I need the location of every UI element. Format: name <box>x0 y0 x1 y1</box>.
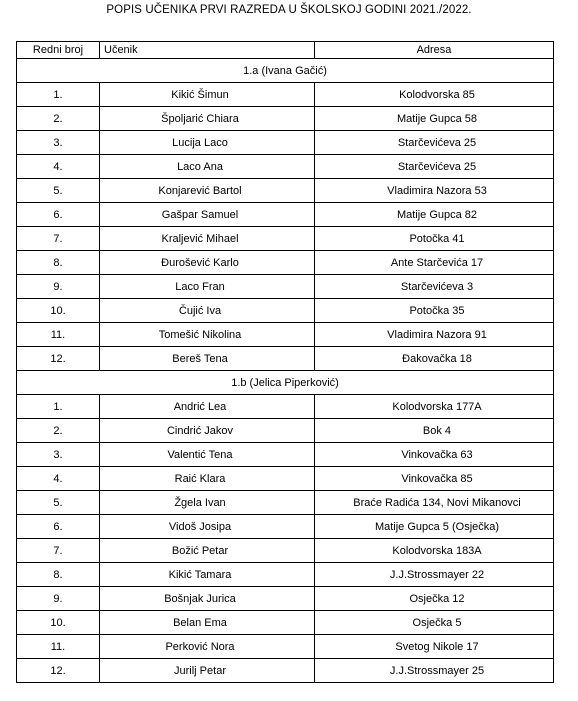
table-row <box>17 563 554 587</box>
table-row <box>17 299 554 323</box>
student-name-cell: Čujić Iva <box>100 299 315 323</box>
column-header-address: Adresa <box>315 42 554 59</box>
class-group-label: 1.b (Jelica Piperković) <box>17 371 554 395</box>
student-name-cell: Bereš Tena <box>100 347 315 371</box>
student-name-cell: Laco Fran <box>100 275 315 299</box>
student-name-cell: Belan Ema <box>100 611 315 635</box>
address-cell: Matije Gupca 5 (Osječka) <box>315 515 554 539</box>
table-row <box>17 395 554 419</box>
student-table <box>16 41 554 683</box>
student-name-cell: Jurilj Petar <box>100 659 315 683</box>
address-cell: Potočka 41 <box>315 227 554 251</box>
student-name-cell: Valentić Tena <box>100 443 315 467</box>
row-number-cell: 9. <box>17 587 100 611</box>
class-group-label: 1.a (Ivana Gačić) <box>17 59 554 83</box>
table-row <box>17 107 554 131</box>
table-row <box>17 251 554 275</box>
table-row <box>17 131 554 155</box>
table-row <box>17 611 554 635</box>
document-title: POPIS UČENIKA PRVI RAZREDA U ŠKOLSKOJ GODINI 2021./2022. <box>106 4 472 16</box>
address-cell: Vinkovačka 85 <box>315 467 554 491</box>
address-cell: Potočka 35 <box>315 299 554 323</box>
table-row <box>17 491 554 515</box>
student-name-cell: Lucija Laco <box>100 131 315 155</box>
row-number-cell: 5. <box>17 491 100 515</box>
student-name-cell: Gašpar Samuel <box>100 203 315 227</box>
row-number-cell: 2. <box>17 419 100 443</box>
row-number-cell: 7. <box>17 227 100 251</box>
row-number-cell: 3. <box>17 443 100 467</box>
column-header-number: Redni broj <box>17 42 100 59</box>
address-cell: Vladimira Nazora 91 <box>315 323 554 347</box>
table-row <box>17 203 554 227</box>
address-cell: Đakovačka 18 <box>315 347 554 371</box>
table-row <box>17 155 554 179</box>
row-number-cell: 7. <box>17 539 100 563</box>
table-row <box>17 515 554 539</box>
class-group-header <box>17 59 554 83</box>
address-cell: Starčevićeva 25 <box>315 131 554 155</box>
student-name-cell: Cindrić Jakov <box>100 419 315 443</box>
student-name-cell: Andrić Lea <box>100 395 315 419</box>
student-name-cell: Žgela Ivan <box>100 491 315 515</box>
row-number-cell: 12. <box>17 347 100 371</box>
row-number-cell: 4. <box>17 155 100 179</box>
class-group-header <box>17 371 554 395</box>
address-cell: Starčevićeva 25 <box>315 155 554 179</box>
table-row <box>17 83 554 107</box>
address-cell: Svetog Nikole 17 <box>315 635 554 659</box>
address-cell: Osječka 12 <box>315 587 554 611</box>
address-cell: Kolodvorska 177A <box>315 395 554 419</box>
student-name-cell: Kraljević Mihael <box>100 227 315 251</box>
row-number-cell: 10. <box>17 611 100 635</box>
row-number-cell: 11. <box>17 635 100 659</box>
student-name-cell: Perković Nora <box>100 635 315 659</box>
row-number-cell: 8. <box>17 563 100 587</box>
address-cell: Vladimira Nazora 53 <box>315 179 554 203</box>
table-row <box>17 323 554 347</box>
table-row <box>17 635 554 659</box>
student-name-cell: Tomešić Nikolina <box>100 323 315 347</box>
address-cell: Matije Gupca 82 <box>315 203 554 227</box>
row-number-cell: 2. <box>17 107 100 131</box>
table-row <box>17 347 554 371</box>
address-cell: Starčevićeva 3 <box>315 275 554 299</box>
table-row <box>17 659 554 683</box>
address-cell: Bok 4 <box>315 419 554 443</box>
row-number-cell: 6. <box>17 203 100 227</box>
student-name-cell: Laco Ana <box>100 155 315 179</box>
row-number-cell: 1. <box>17 395 100 419</box>
row-number-cell: 1. <box>17 83 100 107</box>
row-number-cell: 10. <box>17 299 100 323</box>
table-row <box>17 419 554 443</box>
row-number-cell: 11. <box>17 323 100 347</box>
column-header-student: Učenik <box>100 42 315 59</box>
address-cell: Kolodvorska 85 <box>315 83 554 107</box>
row-number-cell: 5. <box>17 179 100 203</box>
address-cell: Osječka 5 <box>315 611 554 635</box>
address-cell: Vinkovačka 63 <box>315 443 554 467</box>
table-row <box>17 539 554 563</box>
address-cell: J.J.Strossmayer 22 <box>315 563 554 587</box>
row-number-cell: 12. <box>17 659 100 683</box>
student-name-cell: Đurošević Karlo <box>100 251 315 275</box>
table-header-row <box>17 42 554 59</box>
row-number-cell: 4. <box>17 467 100 491</box>
table-row <box>17 443 554 467</box>
address-cell: Kolodvorska 183A <box>315 539 554 563</box>
student-name-cell: Bošnjak Jurica <box>100 587 315 611</box>
address-cell: Matije Gupca 58 <box>315 107 554 131</box>
table-row <box>17 227 554 251</box>
table-body <box>17 59 554 683</box>
student-name-cell: Vidoš Josipa <box>100 515 315 539</box>
student-name-cell: Božić Petar <box>100 539 315 563</box>
student-name-cell: Konjarević Bartol <box>100 179 315 203</box>
student-name-cell: Raić Klara <box>100 467 315 491</box>
address-cell: Braće Radića 134, Novi Mikanovci <box>315 491 554 515</box>
row-number-cell: 6. <box>17 515 100 539</box>
table-row <box>17 275 554 299</box>
student-name-cell: Kikić Šimun <box>100 83 315 107</box>
row-number-cell: 8. <box>17 251 100 275</box>
student-name-cell: Špoljarić Chiara <box>100 107 315 131</box>
table-row <box>17 587 554 611</box>
row-number-cell: 3. <box>17 131 100 155</box>
student-name-cell: Kikić Tamara <box>100 563 315 587</box>
table-row <box>17 179 554 203</box>
address-cell: J.J.Strossmayer 25 <box>315 659 554 683</box>
address-cell: Ante Starčevića 17 <box>315 251 554 275</box>
row-number-cell: 9. <box>17 275 100 299</box>
table-row <box>17 467 554 491</box>
